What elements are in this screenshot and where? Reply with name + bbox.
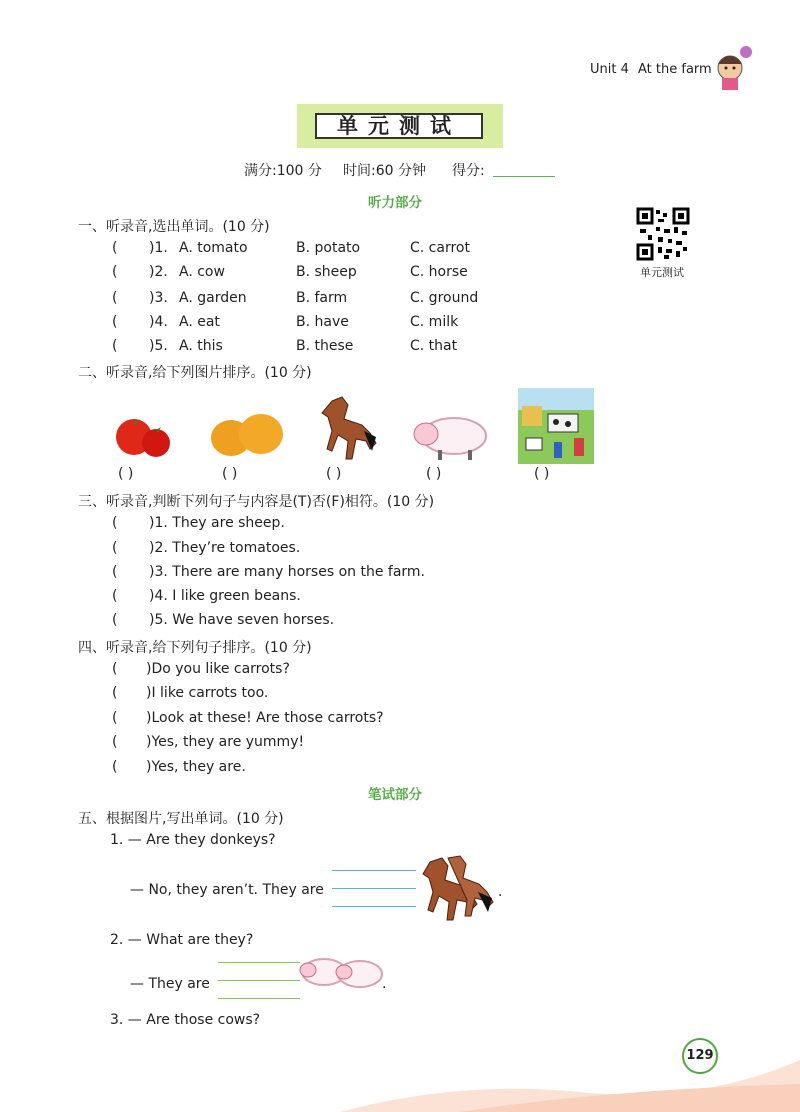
- answer-paren[interactable]: (: [112, 710, 118, 726]
- q5-item2-question: 2. — What are they?: [110, 932, 254, 948]
- answer-paren[interactable]: (: [112, 314, 118, 330]
- option-c: C. milk: [410, 314, 459, 330]
- option-b: B. farm: [296, 290, 348, 306]
- sheep-picture: [408, 412, 490, 462]
- q2-heading: 二、听录音,给下列图片排序。(10 分): [78, 365, 312, 381]
- horses-picture: [416, 852, 504, 924]
- answer-paren[interactable]: (: [112, 661, 118, 677]
- statement: )4. I like green beans.: [149, 588, 301, 604]
- answer-paren[interactable]: (: [112, 540, 118, 556]
- answer-line[interactable]: [332, 906, 416, 907]
- sentence: )I like carrots too.: [146, 685, 269, 701]
- page-number: 129: [682, 1038, 718, 1074]
- period: .: [498, 884, 503, 900]
- answer-blank[interactable]: ( ): [222, 466, 238, 482]
- sentence: )Look at these! Are those carrots?: [146, 710, 384, 726]
- item-number: )2.: [149, 264, 168, 280]
- sentence: )Yes, they are yummy!: [146, 734, 305, 750]
- item-number: )3.: [149, 290, 168, 306]
- list-item: [112, 685, 269, 701]
- q5-item3-question: 3. — Are those cows?: [110, 1012, 261, 1028]
- option-a: A. garden: [179, 290, 247, 306]
- unit-label: Unit 4: [590, 62, 629, 77]
- answer-blank[interactable]: ( ): [326, 466, 342, 482]
- item-number: )1.: [149, 240, 168, 256]
- q4-heading: 四、听录音,给下列句子排序。(10 分): [78, 640, 312, 656]
- full-score: 满分:100 分: [244, 163, 322, 179]
- q5-item1-question: 1. — Are they donkeys?: [110, 832, 276, 848]
- q5-heading: 五、根据图片,写出单词。(10 分): [78, 811, 284, 827]
- option-c: C. horse: [410, 264, 468, 280]
- q5-item2-answer: — They are: [130, 976, 210, 992]
- page-title: 单元测试: [315, 113, 483, 139]
- period: .: [382, 976, 387, 992]
- potato-picture: [207, 408, 287, 460]
- tomato-picture: [108, 405, 180, 461]
- option-a: A. this: [179, 338, 223, 354]
- sheep-pair-picture: [298, 954, 387, 992]
- answer-line[interactable]: [218, 998, 300, 999]
- bottom-wave-decoration: [340, 1040, 800, 1112]
- answer-paren[interactable]: (: [112, 564, 118, 580]
- cartoon-kid-icon: [712, 42, 756, 92]
- qr-code-icon[interactable]: [636, 207, 690, 261]
- horse-picture: [312, 393, 382, 463]
- answer-blank[interactable]: ( ): [426, 466, 442, 482]
- option-c: C. that: [410, 338, 458, 354]
- answer-line[interactable]: [332, 888, 416, 889]
- option-b: B. these: [296, 338, 354, 354]
- list-item: [112, 540, 301, 556]
- time-limit: 时间:60 分钟: [343, 163, 426, 179]
- answer-line[interactable]: [218, 980, 300, 981]
- answer-paren[interactable]: (: [112, 759, 118, 775]
- option-b: B. have: [296, 314, 349, 330]
- answer-paren[interactable]: (: [112, 734, 118, 750]
- answer-line[interactable]: [332, 870, 416, 871]
- answer-paren[interactable]: (: [112, 612, 118, 628]
- answer-paren[interactable]: (: [112, 264, 118, 280]
- list-item: [112, 564, 426, 580]
- q5-item1-answer: — No, they aren’t. They are: [130, 882, 324, 898]
- score-blank[interactable]: [493, 160, 555, 177]
- answer-line[interactable]: [218, 962, 300, 963]
- answer-paren[interactable]: (: [112, 685, 118, 701]
- option-b: B. sheep: [296, 264, 357, 280]
- option-c: C. ground: [410, 290, 479, 306]
- statement: )1. They are sheep.: [149, 515, 285, 531]
- statement: )3. There are many horses on the farm.: [149, 564, 426, 580]
- listening-heading: 听力部分: [368, 195, 422, 211]
- answer-paren[interactable]: (: [112, 290, 118, 306]
- list-item: [112, 515, 285, 531]
- sentence: )Do you like carrots?: [146, 661, 290, 677]
- answer-paren[interactable]: (: [112, 338, 118, 354]
- list-item: [112, 661, 290, 677]
- item-number: )4.: [149, 314, 168, 330]
- qr-caption: 单元测试: [640, 266, 684, 279]
- title-banner: [297, 104, 503, 148]
- statement: )5. We have seven horses.: [149, 612, 335, 628]
- farm-scene-picture: [518, 388, 594, 464]
- list-item: [112, 588, 301, 604]
- option-a: A. cow: [179, 264, 225, 280]
- list-item: [112, 734, 305, 750]
- writing-heading: 笔试部分: [368, 787, 422, 803]
- option-a: A. tomato: [179, 240, 248, 256]
- statement: )2. They’re tomatoes.: [149, 540, 301, 556]
- list-item: [112, 759, 246, 775]
- option-b: B. potato: [296, 240, 361, 256]
- answer-paren[interactable]: (: [112, 240, 118, 256]
- score-label: 得分:: [452, 163, 485, 179]
- unit-title: At the farm: [638, 62, 712, 77]
- list-item: [112, 612, 335, 628]
- q1-heading: 一、听录音,选出单词。(10 分): [78, 219, 270, 235]
- q3-heading: 三、听录音,判断下列句子与内容是(T)否(F)相符。(10 分): [78, 494, 435, 510]
- sentence: )Yes, they are.: [146, 759, 246, 775]
- list-item: [112, 710, 384, 726]
- answer-blank[interactable]: ( ): [118, 466, 134, 482]
- item-number: )5.: [149, 338, 168, 354]
- answer-paren[interactable]: (: [112, 588, 118, 604]
- option-c: C. carrot: [410, 240, 470, 256]
- answer-blank[interactable]: ( ): [534, 466, 550, 482]
- option-a: A. eat: [179, 314, 220, 330]
- answer-paren[interactable]: (: [112, 515, 118, 531]
